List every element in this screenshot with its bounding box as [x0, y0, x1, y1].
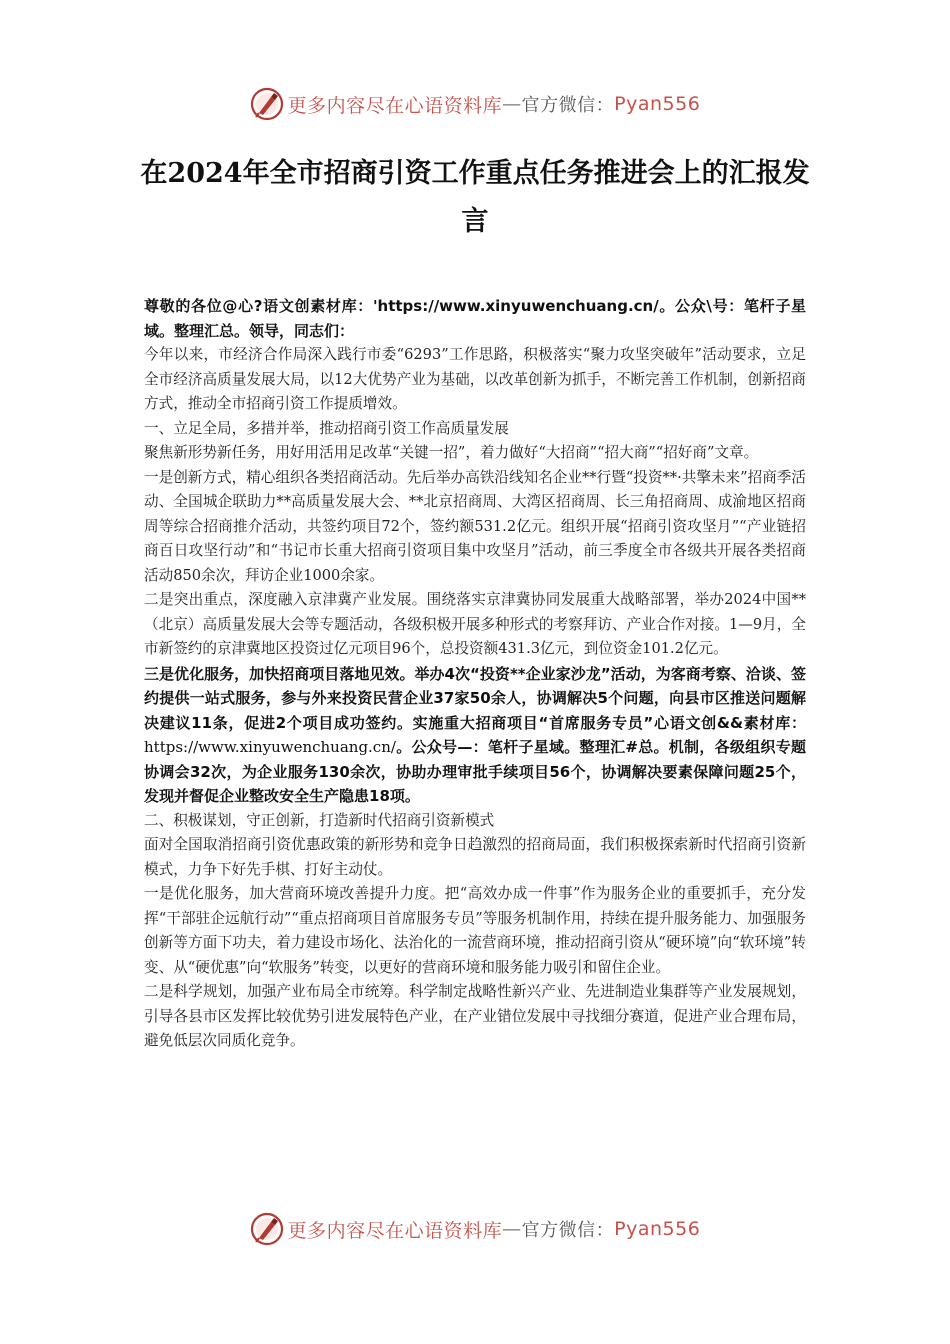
- paragraph-intro: 今年以来，市经济合作局深入践行市委“6293”工作思路，积极落实“聚力攻坚突破年”活动要求，立足全市经济高质量发展大局，以12大优势产业为基础，以改革创新为抓手，不断完善工作机制，创新招商方式，推动全市招商引资工作提质增效。: [144, 346, 806, 412]
- pen-nib-logo-icon: [250, 87, 284, 121]
- paragraph-point-2-1: 一是优化服务，加大营商环境改善提升力度。把“高效办成一件事”作为服务企业的重要抓手，充分发挥“干部驻企远航行动”“重点招商项目首席服务专员”等服务机制作用，持续在提升服务能力、加强服务创新等方面下功夫，着力建设市场化、法治化的一流营商环境，推动招商引资从“硬环境”向“软环境”转变、从“硬优惠”向“软服务”转变，以更好的营商环境和服务能力吸引和留住企业。: [144, 885, 806, 976]
- paragraph-point-1-3-url: https://www.xinyuwenchuang.cn/: [144, 738, 396, 756]
- paragraph-point-1-3-part-b: 。公众号—：笔杆子星域。整理汇#总。机制，各级组织专题协调会32次，为企业服务130余次，协助办理审批手续项目56个，协调解决要素保障问题25个，发现并督促企业整改安全生产隐患18项。: [144, 738, 806, 805]
- banner-wechat-label: 官方微信：: [521, 95, 615, 116]
- banner-separator: —: [502, 93, 522, 115]
- paragraph-point-1-2: 二是突出重点，深度融入京津冀产业发展。围绕落实京津冀协同发展重大战略部署，举办2024中国**（北京）高质量发展大会等专题活动，各级积极开展多种形式的考察拜访、产业合作对接。1—9月，全市新签约的京津冀地区投资过亿元项目96个，总投资额431.3亿元，到位资金101.2亿元。: [144, 591, 806, 657]
- paragraph-new-model: 面对全国取消招商引资优惠政策的新形势和竞争日趋激烈的招商局面，我们积极探索新时代招商引资新模式，力争下好先手棋、打好主动仗。: [144, 836, 806, 878]
- document-title: 在2024年全市招商引资工作重点任务推进会上的汇报发言: [140, 158, 810, 237]
- pen-nib-logo-icon: [250, 1212, 284, 1246]
- section-heading-2: 二、积极谋划，守正创新，打造新时代招商引资新模式: [144, 811, 495, 829]
- paragraph-point-1-3-part-a: 三是优化服务，加快招商项目落地见效。举办4次“投资**企业家沙龙”活动，为客商考察、洽谈、签约提供一站式服务，参与外来投资民营企业37家50余人，协调解决5个问题，向县市区推送问题解决建议11条，促进2个项目成功签约。实施重大招商项目“首席服务专员”心语文创&&素材库：: [144, 664, 806, 732]
- document-body: [144, 294, 806, 1054]
- banner-text: 更多内容尽在心语资料库: [287, 1219, 503, 1242]
- paragraph-focus: 聚焦新形势新任务，用好用活用足改革“关键一招”，着力做好“大招商”“招大商”“招好商”文章。: [144, 444, 759, 461]
- paragraph-point-2-2: 二是科学规划，加强产业布局全市统筹。科学制定战略性新兴产业、先进制造业集群等产业发展规划，引导各县市区发挥比较优势引进发展特色产业，在产业错位发展中寻找细分赛道，促进产业合理布局，避免低层次同质化竞争。: [144, 983, 806, 1049]
- banner-text: 更多内容尽在心语资料库: [287, 94, 503, 117]
- banner-wechat-label: 官方微信：: [521, 1220, 615, 1241]
- section-heading-1: 一、立足全局，多措并举，推动招商引资工作高质量发展: [144, 419, 509, 437]
- banner-wechat-id: Pyan556: [614, 1218, 701, 1240]
- paragraph-point-1-3: [144, 662, 806, 809]
- banner-separator: —: [502, 1218, 522, 1240]
- header-banner: [0, 84, 950, 124]
- paragraph-point-1-1: 一是创新方式，精心组织各类招商活动。先后举办高铁沿线知名企业**行暨“投资**·共擎未来”招商季活动、全国城企联助力**高质量发展大会、**北京招商周、大湾区招商周、长三角招商周、成渝地区招商周等综合招商推介活动，共签约项目72个，签约额531.2亿元。组织开展“招商引资攻坚月”“产业链招商百日攻坚行动”和“书记市长重大招商引资项目集中攻坚月”活动，前三季度全市各级共开展各类招商活动850余次，拜访企业1000余家。: [144, 468, 806, 584]
- paragraph-greeting: 尊敬的各位@心?语文创素材库：'https://www.xinyuwenchuang.cn/。公众\号：笔杆子星域。整理汇总。领导，同志们：: [144, 297, 806, 340]
- footer-banner: [0, 1209, 950, 1249]
- banner-wechat-id: Pyan556: [614, 93, 701, 115]
